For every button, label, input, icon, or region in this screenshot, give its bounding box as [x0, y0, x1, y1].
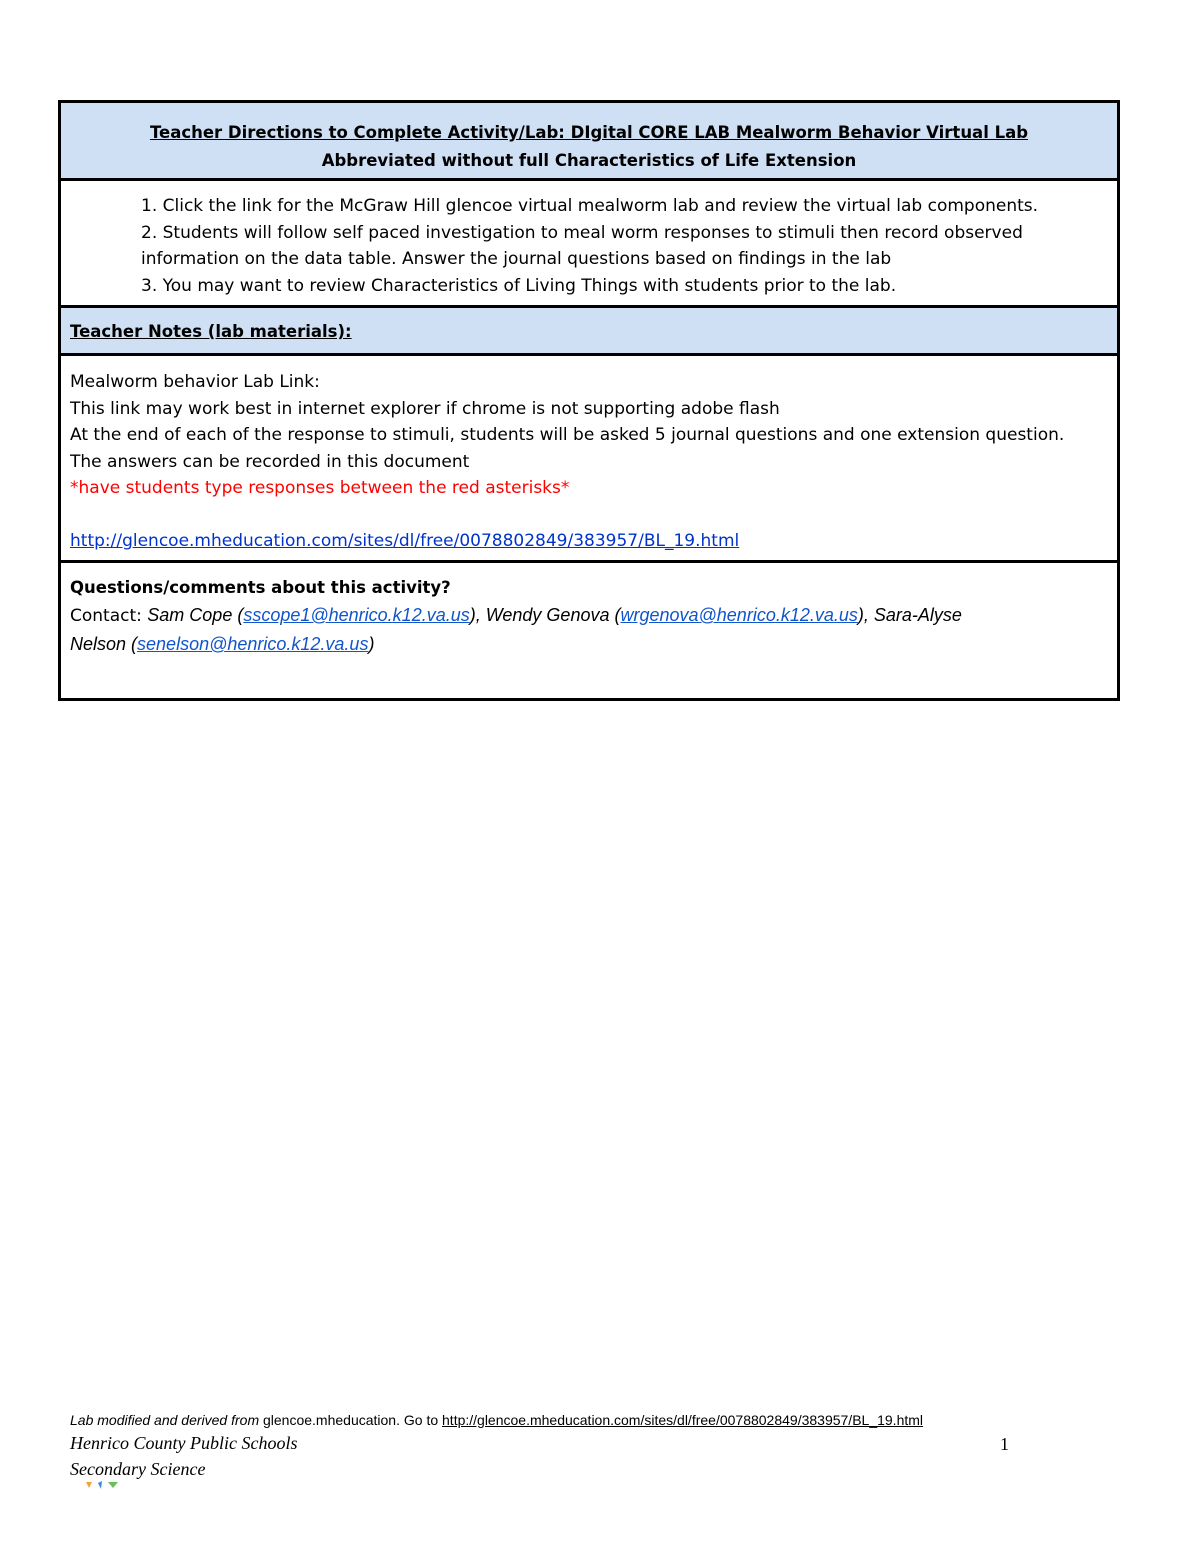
footer-org-line-1: Henrico County Public Schools [70, 1433, 298, 1453]
lab-link[interactable]: http://glencoe.mheducation.com/sites/dl/free/0078802849/383957/BL_19.html [70, 531, 740, 551]
teacher-notes [61, 356, 1117, 563]
page-subtitle: Abbreviated without full Characteristics of Life Extension [321, 151, 857, 170]
footer-source-link[interactable]: http://glencoe.mheducation.com/sites/dl/free/0078802849/383957/BL_19.html [442, 1412, 924, 1428]
teacher-notes-heading: Teacher Notes (lab materials): [61, 308, 1117, 356]
step-1: 1. Click the link for the McGraw Hill glencoe virtual mealworm lab and review the virtual lab components. [141, 196, 1039, 216]
footer-source [70, 1410, 1070, 1430]
notes-line-4: The answers can be recorded in this document [70, 451, 470, 472]
step-2-continued: information on the data table. Answer the journal questions based on findings in the lab [141, 249, 892, 269]
footer-source-italic: Lab modified and derived from [70, 1412, 263, 1428]
directions-table [58, 100, 1120, 701]
contact-line-1 [70, 601, 1117, 630]
contact-close: ) [368, 634, 375, 654]
contact-name-1: Sam Cope ( [147, 605, 244, 625]
step-3: 3. You may want to review Characteristics of Living Things with students prior to the lab. [141, 275, 897, 296]
page-number: 1 [1000, 1434, 1009, 1454]
contact-question: Questions/comments about this activity? [70, 578, 451, 597]
blank-line [70, 502, 1117, 529]
page-title: Teacher Directions to Complete Activity/Lab: DIgital CORE LAB Mealworm Behavior Virtual Lab [149, 123, 1029, 142]
footer-org-line-2: Secondary Science [70, 1459, 206, 1479]
contact-name-3: ), Sara-Alyse [857, 605, 962, 625]
contact-line-2 [70, 630, 1117, 659]
email-link-2[interactable]: wrgenova@henrico.k12.va.us [620, 605, 858, 625]
logo-icon [84, 1480, 124, 1492]
steps-section [61, 181, 1117, 308]
contact-name-3b: Nelson ( [70, 634, 138, 654]
footer-source-plain: glencoe.mheducation. Go to [263, 1412, 443, 1428]
notes-line-3: At the end of each of the response to stimuli, students will be asked 5 journal questions and one extension question. [70, 425, 1065, 445]
page-footer [70, 1410, 1070, 1482]
email-link-3[interactable]: senelson@henrico.k12.va.us [137, 634, 369, 654]
notes-line-2: This link may work best in internet explorer if chrome is not supporting adobe flash [70, 398, 780, 419]
contact-name-2: ), Wendy Genova ( [469, 605, 621, 625]
notes-red-instruction: *have students type responses between the red asterisks* [70, 478, 570, 498]
table-header [61, 103, 1117, 181]
contact-section [61, 563, 1117, 698]
contact-label: Contact: [70, 606, 148, 626]
notes-line-1: Mealworm behavior Lab Link: [70, 372, 320, 392]
email-link-1[interactable]: sscope1@henrico.k12.va.us [243, 605, 470, 625]
step-2: 2. Students will follow self paced investigation to meal worm responses to stimuli then record observed [141, 222, 1023, 243]
